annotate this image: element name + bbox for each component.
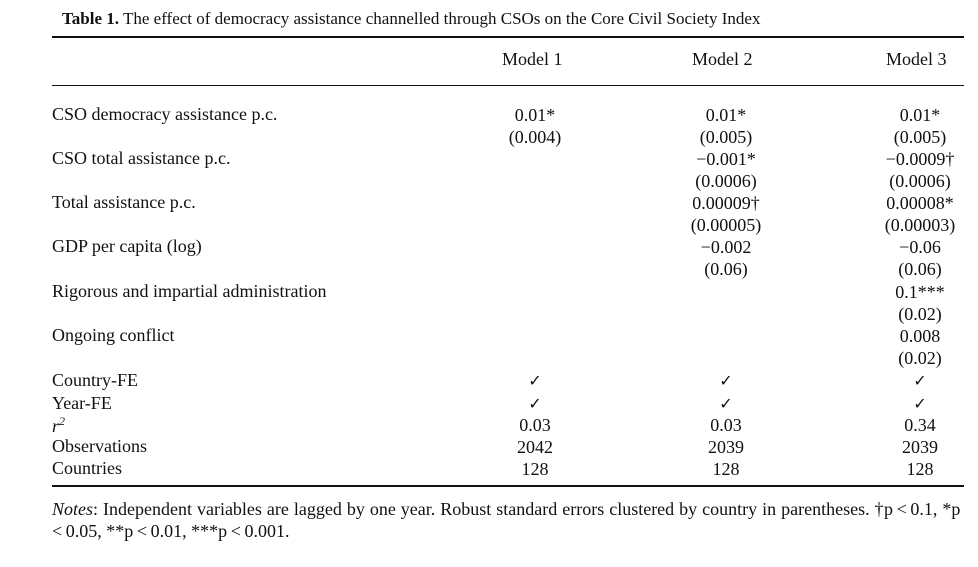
table-number: Table 1. [62,9,120,28]
row-label: Total assistance p.c. [52,192,196,212]
coef-model-3: 0.00008* [886,193,954,213]
row-label: CSO democracy assistance p.c. [52,104,278,124]
se-model-3: (0.0006) [889,171,951,191]
se-model-2: (0.00005) [690,215,762,235]
countries-model-1: 128 [521,459,549,479]
checkmark-model-3: ✓ [913,371,927,390]
se-model-3: (0.02) [898,304,942,324]
table-caption [62,9,760,29]
se-model-3: (0.00003) [884,215,956,235]
row-label: GDP per capita (log) [52,236,202,256]
header-model-3: Model 3 [886,49,947,69]
observations-model-3: 2039 [902,437,938,457]
row-label: Country-FE [52,370,139,390]
r2-model-1: 0.03 [519,415,551,435]
coef-model-1: 0.01* [514,105,556,125]
countries-model-3: 128 [906,459,934,479]
coef-model-3: 0.1*** [895,282,945,302]
se-model-3: (0.06) [898,259,942,279]
coef-model-3: −0.0009† [885,149,955,169]
se-model-2: (0.0006) [695,171,757,191]
checkmark-model-2: ✓ [719,371,733,390]
coef-model-2: 0.01* [705,105,747,125]
se-model-1: (0.004) [508,127,562,147]
notes-label: Notes [52,499,94,519]
row-label: CSO total assistance p.c. [52,148,231,168]
checkmark-model-3: ✓ [913,394,927,413]
checkmark-model-1: ✓ [528,371,542,390]
observations-model-1: 2042 [517,437,553,457]
regression-table [52,0,964,567]
r-squared-exponent: 2 [59,414,66,428]
header-rule [52,85,964,86]
coef-model-3: 0.008 [899,326,941,346]
header-model-2: Model 2 [692,49,753,69]
countries-model-2: 128 [712,459,740,479]
r2-model-2: 0.03 [710,415,742,435]
row-label: Countries [52,458,122,478]
row-label: Ongoing conflict [52,325,175,345]
row-label: Rigorous and impartial administration [52,281,327,301]
row-label: Year-FE [52,393,112,413]
bottom-rule [52,485,964,487]
checkmark-model-1: ✓ [528,394,542,413]
table-title: The effect of democracy assistance channelled through CSOs on the Core Civil Society Index [122,9,761,28]
checkmark-model-2: ✓ [719,394,733,413]
coef-model-3: 0.01* [899,105,941,125]
table-notes [52,498,964,542]
r2-model-3: 0.34 [904,415,936,435]
coef-model-3: −0.06 [899,237,941,257]
row-label [52,414,65,437]
top-rule [52,36,964,38]
se-model-3: (0.02) [898,348,942,368]
header-model-1: Model 1 [502,49,563,69]
observations-model-2: 2039 [708,437,744,457]
se-model-2: (0.06) [704,259,748,279]
coef-model-2: −0.002 [700,237,752,257]
se-model-2: (0.005) [699,127,753,147]
coef-model-2: −0.001* [696,149,756,169]
r-squared-symbol: r [52,416,60,436]
coef-model-2: 0.00009† [692,193,760,213]
row-label: Observations [52,436,147,456]
se-model-3: (0.005) [893,127,947,147]
notes-text: : Independent variables are lagged by one year. Robust standard errors clustered by country in parentheses. †p < 0.1, *p < 0.05, **p < 0.01, ***p < 0.001. [52,499,964,541]
